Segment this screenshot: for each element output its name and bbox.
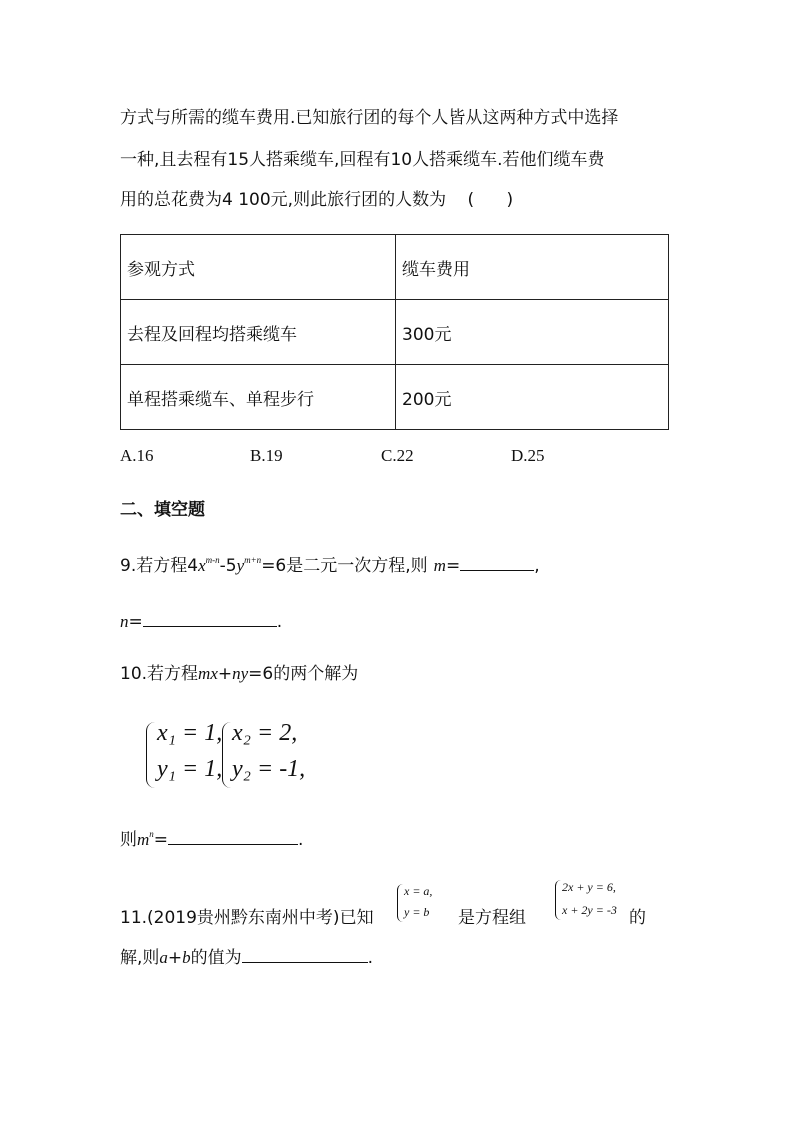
q9-prefix: 9.若方程 [120,556,188,576]
q11-var-b: b [182,948,191,967]
q9-var-n: n [120,612,129,631]
section-title: 二、填空题 [120,500,205,520]
answer-paren: ( ) [467,190,514,210]
option-c: C.22 [381,446,414,465]
q9-eq: = [445,556,461,576]
table-cell: 200元 [396,365,669,430]
option-a: A.16 [120,446,154,465]
option-b: B.19 [250,446,283,465]
q9-var-x: x [198,556,206,575]
system-2-bottom: y₂ = -1, [232,756,306,782]
q11-system-1-brace [397,884,403,922]
system-1-bottom: y₁ = 1, [157,756,223,782]
q11-period: . [367,948,374,968]
q9-exp-2: m+n [244,555,262,566]
answer-blank-mn[interactable] [168,830,298,845]
q10-period: . [298,830,304,850]
answer-blank-m[interactable] [460,556,534,571]
q11-system-1-top: x = a, [404,884,433,898]
q11-end: 的 [629,908,646,928]
intro-line-3-text: 用的总花费为4 100元,则此旅行团的人数为 [120,190,447,210]
q10-suffix: =6的两个解为 [248,664,359,684]
system-2-brace [222,722,231,788]
q11-system-1-bottom: y = b [404,905,430,919]
table-row [121,365,669,430]
answer-blank-ab[interactable] [242,948,368,963]
system-1-top: x₁ = 1, [157,720,223,746]
question-9-line-2 [120,612,282,632]
q11-prefix: 11.(2019贵州黔东南州中考)已知 [120,908,374,928]
system-1-brace [146,722,155,788]
intro-line-3 [120,190,513,210]
table-cell: 去程及回程均搭乘缆车 [121,300,396,365]
table-header-row [121,235,669,300]
question-11 [120,908,374,928]
q11-mid: 是方程组 [458,908,526,928]
option-d: D.25 [511,446,545,465]
q11-system-2-brace [555,880,561,920]
q10-answer-prefix: 则 [120,830,137,850]
q9-minus: -5 [219,556,237,576]
q10-plus: + [217,664,233,684]
q10-prefix: 10.若方程 [120,664,199,684]
q9-coef: 4 [187,556,199,576]
q11-line2-suffix: 的值为 [190,948,242,968]
q11-system-2-bottom: x + 2y = -3 [562,903,617,917]
system-2-top: x₂ = 2, [232,720,298,746]
q11-var-a: a [159,948,168,967]
q11-system-2-top: 2x + y = 6, [562,880,616,894]
table-cell: 300元 [396,300,669,365]
q9-eq-2: = [128,612,143,632]
question-11-line-2 [120,948,373,968]
table-row [121,300,669,365]
intro-line-2: 一种,且去程有15人搭乘缆车,回程有10人搭乘缆车.若他们缆车费 [120,150,605,170]
table-header-cell: 缆车费用 [396,235,669,300]
q11-plus: + [167,948,183,968]
q11-line2-prefix: 解,则 [120,948,160,968]
q9-rhs: =6是二元一次方程,则 [261,556,428,576]
intro-line-1: 方式与所需的缆车费用.已知旅行团的每个人皆从这两种方式中选择 [120,108,619,128]
question-10 [120,664,358,684]
q10-mx: mx [198,664,218,683]
q9-var-m: m [433,556,446,575]
table-cell: 单程搭乘缆车、单程步行 [121,365,396,430]
question-10-answer [120,830,303,850]
fee-table [120,234,669,430]
q9-var-y: y [236,556,245,575]
q10-answer-m: m [137,830,150,849]
q10-ny: ny [232,664,249,683]
q10-answer-n: n [149,829,154,840]
answer-blank-n[interactable] [143,612,277,627]
q9-exp-1: m-n [205,555,220,566]
question-9 [120,556,540,576]
q10-answer-eq: = [153,830,169,850]
table-header-cell: 参观方式 [121,235,396,300]
q9-comma: , [534,556,540,576]
q9-period: . [276,612,283,632]
